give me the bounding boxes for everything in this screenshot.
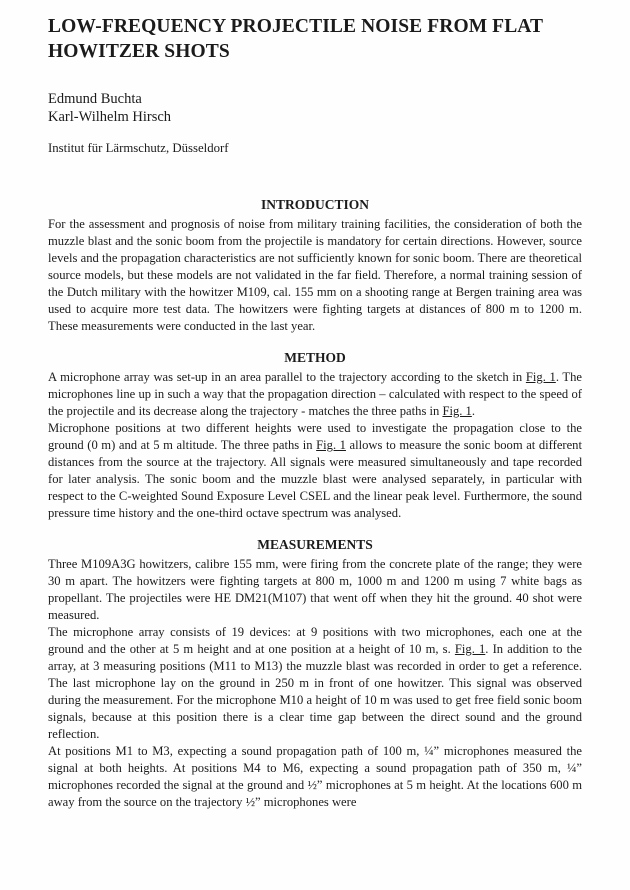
section-heading: METHOD	[284, 350, 346, 365]
section-heading: INTRODUCTION	[260, 197, 369, 212]
figure-reference: Fig. 1	[525, 370, 556, 384]
text-run: . In addition to the array, at 3 measuring positions (M11 to M13) the muzzle blast was recorded in order to get a reference. The last microphone lay on the ground in 250 m in front of one howitzer. This signal was observed during the measurement. For the microphone M10 a height of 10 m was used to get free field sonic boom signals, because at this position there is a clear time gap between the direct sound and the ground reflection.	[48, 642, 582, 741]
text-run: The microphone array consists of 19 devices: at 9 positions with two microphones, each one at the ground and the other at 5 m height and at one position at a height of 10 m, s.	[48, 625, 582, 656]
paragraph	[48, 743, 582, 811]
text-run: . The microphones line up in such a way that the propagation direction – calculated with respect to the speed of the projectile and its decrease along the trajectory - matches the three paths in	[48, 370, 582, 418]
section-measurements	[48, 536, 582, 811]
paragraph	[48, 369, 582, 420]
paragraph	[48, 624, 582, 743]
paper-title: LOW-FREQUENCY PROJECTILE NOISE FROM FLAT HOWITZER SHOTS	[48, 16, 543, 62]
text-run: At positions M1 to M3, expecting a sound propagation path of 100 m, ¼” microphones measured the signal at both heights. At positions M4 to M6, expecting a sound propagation path of 350 m, ¼” microphones recorded the signal at the ground and ½” microphones at 5 m height. At the locations 600 m away from the source on the trajectory ½” microphones were	[48, 744, 582, 809]
text-run: Three M109A3G howitzers, calibre 155 mm, were firing from the concrete plate of the range; they were 30 m apart. The howitzers were fighting targets at 800 m, 1000 m and 1200 m using 7 white bags as propellant. The projectiles were HE DM21(M107) that went off when they hit the ground. 40 shot were measured.	[48, 557, 582, 622]
text-run: A microphone array was set-up in an area parallel to the trajectory according to the sketch in	[48, 370, 526, 384]
author-name: Edmund Buchta	[48, 91, 142, 107]
text-run: allows to measure the sonic boom at different distances from the source at the trajectory. All signals were measured simultaneously and tape recorded for later analysis. The sonic boom and the muzzle blast were analysed separately, in particular with respect to the C-weighted Sound Exposure Level CSEL and the linear peak level. Furthermore, the sound pressure time history and the one-third octave spectrum was analysed.	[48, 438, 582, 520]
text-run: For the assessment and prognosis of noise from military training facilities, the consideration of both the muzzle blast and the sonic boom from the projectile is mandatory for certain directions. However, source levels and the propagation characteristics are not sufficiently known for sonic boom. There are theoretical source models, but these models are not validated in the far field. Therefore, a normal training session of the Dutch military with the howitzer M109, cal. 155 mm on a shooting range at Bergen training area was used to acquire more test data. The howitzers were fighting targets at distances of 800 m to 1200 m. These measurements were conducted in the last year.	[48, 217, 582, 333]
section-introduction	[48, 196, 582, 335]
figure-reference: Fig. 1	[454, 642, 486, 656]
paragraph	[48, 216, 582, 335]
paragraph	[48, 420, 582, 522]
paragraph	[48, 556, 582, 624]
affiliation: Institut für Lärmschutz, Düsseldorf	[48, 141, 229, 155]
section-heading: MEASUREMENTS	[257, 537, 373, 552]
text-run: Microphone positions at two different heights were used to investigate the propagation close to the ground (0 m) and at 5 m altitude. The three paths in	[48, 421, 582, 452]
figure-reference: Fig. 1	[442, 404, 472, 418]
text-run: .	[471, 404, 476, 418]
author-block	[48, 90, 582, 126]
figure-reference: Fig. 1	[316, 438, 346, 452]
section-method	[48, 349, 582, 522]
author-name: Karl-Wilhelm Hirsch	[48, 109, 172, 125]
